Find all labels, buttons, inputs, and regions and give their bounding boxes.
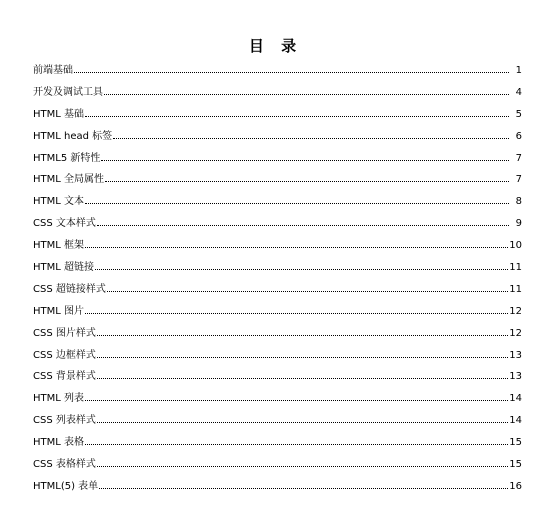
toc-dot-leader <box>107 290 508 292</box>
toc-entry-label: HTML 超链接 <box>33 262 95 274</box>
toc-entry-label: HTML5 新特性 <box>33 152 101 164</box>
toc-dot-leader <box>97 224 509 226</box>
toc-entry-page-number: 15 <box>509 437 522 449</box>
toc-entry-label: CSS 边框样式 <box>33 349 96 361</box>
toc-dot-leader <box>85 443 508 445</box>
toc-dot-leader <box>113 137 509 139</box>
toc-list <box>33 64 522 502</box>
toc-entry-page-number: 5 <box>515 108 522 120</box>
toc-dot-leader <box>74 71 509 73</box>
toc-entry-page-number: 11 <box>509 262 522 274</box>
toc-entry[interactable] <box>33 217 522 239</box>
toc-entry-label: CSS 文本样式 <box>33 218 96 230</box>
toc-dot-leader <box>104 93 509 95</box>
toc-dot-leader <box>97 377 508 379</box>
toc-entry-page-number: 11 <box>509 283 522 295</box>
toc-entry[interactable] <box>33 349 522 371</box>
toc-entry[interactable] <box>33 239 522 261</box>
toc-dot-leader <box>85 399 508 401</box>
toc-entry-label: CSS 图片样式 <box>33 327 96 339</box>
toc-entry-label: HTML 列表 <box>33 393 85 405</box>
toc-entry[interactable] <box>33 283 522 305</box>
toc-entry[interactable] <box>33 392 522 414</box>
toc-entry-label: CSS 超链接样式 <box>33 283 106 295</box>
toc-entry-page-number: 13 <box>509 349 522 361</box>
toc-dot-leader <box>97 465 508 467</box>
toc-entry-page-number: 1 <box>515 65 522 76</box>
toc-dot-leader <box>97 421 508 423</box>
toc-entry-label: HTML 全局属性 <box>33 174 105 186</box>
toc-dot-leader <box>85 202 509 204</box>
toc-entry[interactable] <box>33 370 522 392</box>
toc-entry[interactable] <box>33 130 522 152</box>
toc-entry-page-number: 15 <box>509 459 522 471</box>
toc-entry[interactable] <box>33 152 522 174</box>
toc-entry-label: CSS 列表样式 <box>33 415 96 427</box>
toc-entry[interactable] <box>33 327 522 349</box>
toc-dot-leader <box>85 312 508 314</box>
toc-entry-page-number: 7 <box>515 174 522 186</box>
toc-dot-leader <box>95 268 508 270</box>
toc-entry-label: CSS 表格样式 <box>33 459 96 471</box>
toc-entry-label: HTML 文本 <box>33 196 85 208</box>
toc-entry-label: 前端基础 <box>33 65 73 76</box>
toc-entry-page-number: 12 <box>509 305 522 317</box>
toc-entry[interactable] <box>33 173 522 195</box>
toc-entry[interactable] <box>33 458 522 480</box>
toc-dot-leader <box>97 334 508 336</box>
toc-entry[interactable] <box>33 261 522 283</box>
toc-entry[interactable] <box>33 195 522 217</box>
toc-entry-label: HTML 基础 <box>33 108 85 120</box>
toc-entry[interactable] <box>33 64 522 86</box>
toc-entry-page-number: 9 <box>515 218 522 230</box>
toc-entry[interactable] <box>33 414 522 436</box>
toc-entry-label: HTML(5) 表单 <box>33 480 99 492</box>
toc-entry-label: HTML 表格 <box>33 437 85 449</box>
toc-entry-label: HTML 图片 <box>33 305 85 317</box>
toc-title: 目 录 <box>248 37 303 55</box>
toc-entry-page-number: 14 <box>509 415 522 427</box>
toc-entry-label: 开发及调试工具 <box>33 86 103 98</box>
toc-dot-leader <box>97 356 508 358</box>
toc-entry-page-number: 4 <box>515 86 522 98</box>
toc-entry-page-number: 14 <box>509 393 522 405</box>
toc-dot-leader <box>101 159 509 161</box>
toc-entry[interactable] <box>33 480 522 502</box>
toc-entry-page-number: 12 <box>509 327 522 339</box>
toc-entry[interactable] <box>33 305 522 327</box>
toc-dot-leader <box>99 487 508 489</box>
toc-entry-label: HTML head 标签 <box>33 130 113 142</box>
toc-entry-page-number: 8 <box>515 196 522 208</box>
toc-entry[interactable] <box>33 108 522 130</box>
toc-entry[interactable] <box>33 436 522 458</box>
toc-entry-page-number: 13 <box>509 371 522 383</box>
toc-dot-leader <box>85 115 509 117</box>
toc-entry-page-number: 16 <box>509 480 522 492</box>
toc-entry-page-number: 10 <box>509 240 522 252</box>
toc-entry-page-number: 7 <box>515 152 522 164</box>
toc-entry-label: HTML 框架 <box>33 240 85 252</box>
toc-dot-leader <box>105 180 509 182</box>
toc-entry[interactable] <box>33 86 522 108</box>
toc-entry-page-number: 6 <box>515 130 522 142</box>
toc-entry-label: CSS 背景样式 <box>33 371 96 383</box>
toc-dot-leader <box>85 246 508 248</box>
